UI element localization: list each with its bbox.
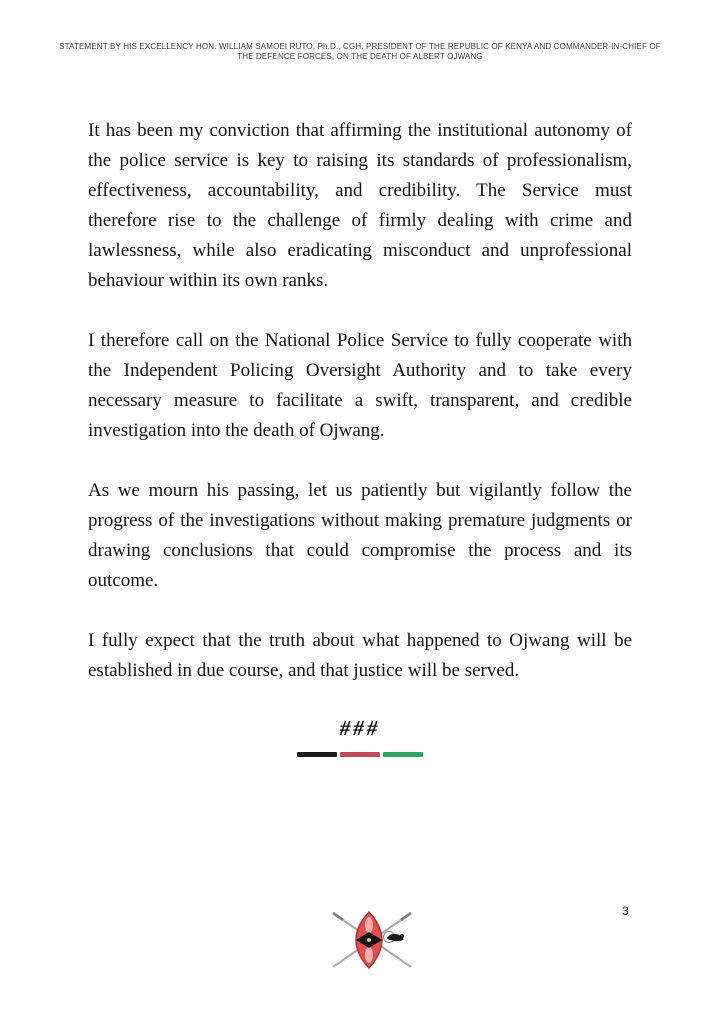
flag-bar-black	[297, 752, 337, 757]
paragraph-1: It has been my conviction that affirming the institutional autonomy of the police service is key to raising its standards of professionalism, effectiveness, accountability, and credibility. The Service must therefore rise to the challenge of firmly dealing with crime and lawlessness, while also eradicating misconduct and unprofessional behaviour within its own ranks.	[88, 120, 632, 291]
paragraph-4: I fully expect that the truth about what happened to Ojwang will be established in due course, and that justice will be served.	[88, 630, 632, 681]
flag-bar-green	[383, 752, 423, 757]
kenya-coat-of-arms-icon	[329, 906, 415, 974]
header-line-2: THE DEFENCE FORCES, ON THE DEATH OF ALBERT OJWANG	[237, 52, 483, 61]
document-header	[0, 0, 720, 62]
flag-bar-red	[340, 752, 380, 757]
paragraph-3: As we mourn his passing, let us patiently but vigilantly follow the progress of the investigations without making premature judgments or drawing conclusions that could compromise the process and its outcome.	[88, 480, 632, 591]
kenya-flag-divider	[88, 752, 632, 757]
document-body	[88, 116, 632, 757]
paragraph-2: I therefore call on the National Police Service to fully cooperate with the Independent Policing Oversight Authority and to take every necessary measure to facilitate a swift, transparent, and credible investigation into the death of Ojwang.	[88, 330, 632, 441]
end-of-statement-marker: ###	[339, 716, 381, 740]
header-line-1: STATEMENT BY HIS EXCELLENCY HON. WILLIAM SAMOEI RUTO, Ph.D., CGH, PRESIDENT OF THE REPUBLIC OF KENYA AND COMMANDER-IN-CHIEF OF	[59, 42, 661, 51]
page-number: 3	[622, 904, 629, 918]
